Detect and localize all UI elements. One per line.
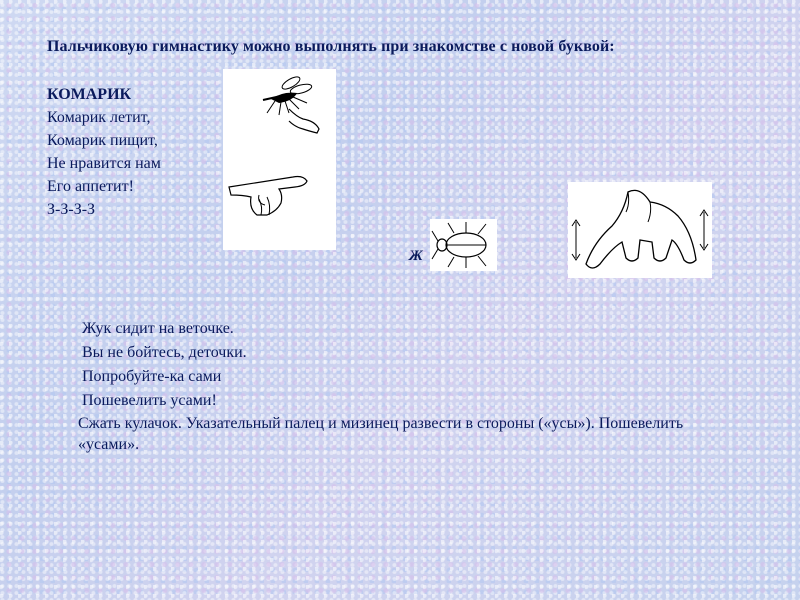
- beetle-hand-gesture-icon: [568, 182, 712, 278]
- beetle-hand-image: [568, 182, 712, 278]
- komarik-line-1: Комарик летит,: [47, 109, 151, 126]
- zhuk-title: Ж: [409, 248, 423, 264]
- zhuk-description: Сжать кулачок. Указательный палец и мизинец развести в стороны («усы»). Пошевелить «усами».: [78, 415, 684, 453]
- zhuk-line-1: Жук сидит на веточке.: [82, 320, 234, 337]
- intro-heading: Пальчиковую гимнастику можно выполнять при знакомстве с новой буквой:: [47, 38, 615, 55]
- zhuk-line-2: Вы не бойтесь, деточки.: [82, 344, 247, 361]
- komarik-line-5: З-З-З-З: [47, 201, 96, 218]
- beetle-image: [430, 219, 497, 271]
- mosquito-hand-icon: [223, 69, 336, 250]
- komarik-line-2: Комарик пищит,: [47, 132, 158, 149]
- zhuk-line-3: Попробуйте-ка сами: [82, 368, 222, 385]
- beetle-icon: [430, 219, 497, 271]
- komarik-title: КОМАРИК: [47, 86, 132, 103]
- komarik-line-3: Не нравится нам: [47, 155, 161, 172]
- komarik-line-4: Его аппетит!: [47, 178, 134, 195]
- zhuk-line-4: Пошевелить усами!: [82, 392, 217, 409]
- mosquito-hand-image: [223, 69, 336, 250]
